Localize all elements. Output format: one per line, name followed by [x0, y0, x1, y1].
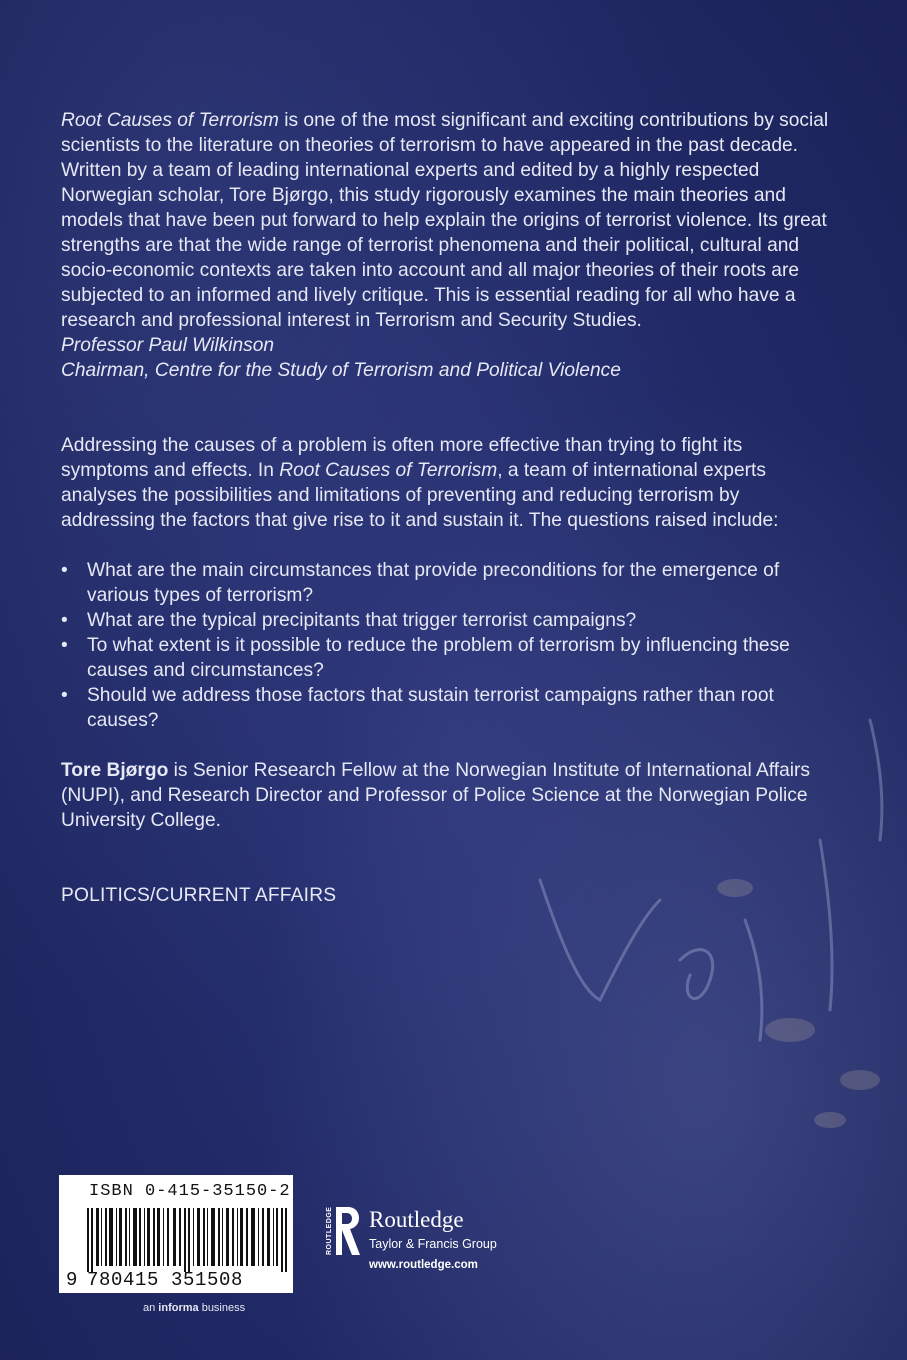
- informa-business-tag: [143, 1302, 245, 1314]
- intro-text-after: , a team of international experts analyses the possibilities and limitations of preventing and reducing terrorism by addressing the factors that give rise to it and sustain it. The questions raised include:: [61, 460, 779, 531]
- author-bio: [61, 758, 831, 833]
- category-label: POLITICS/CURRENT AFFAIRS: [61, 885, 337, 906]
- informa-prefix: an: [143, 1302, 159, 1314]
- isbn-label: ISBN 0-415-35150-2: [89, 1182, 291, 1201]
- isbn-barcode-box: [59, 1175, 293, 1293]
- attribution-name: Professor Paul Wilkinson: [61, 335, 275, 356]
- book-title-italic: Root Causes of Terrorism: [61, 110, 279, 131]
- back-cover-text: [61, 108, 831, 908]
- author-bio-text: is Senior Research Fellow at the Norwegian Institute of International Affairs (NUPI), and Research Director and Professor of Police Science at the Norwegian Police University College.: [61, 760, 811, 831]
- intro-book-title: Root Causes of Terrorism: [279, 460, 498, 481]
- quote-body: is one of the most significant and exciting contributions by social scientists to the literature on theories of terrorism to have appeared in the past decade. Written by a team of leading international experts and edited by a highly respected Norwegian scholar, Tore Bjørgo, this study rigorously examines the main theories and models that have been put forward to help explain the origins of terrorist violence. Its great strengths are that the wide range of terrorist phenomena and their political, cultural and socio-economic contexts are taken into account and all major theories of their roots are subjected to an informed and lively critique. This is essential reading for all who have a research and professional interest in Terrorism and Security Studies.: [61, 110, 829, 331]
- routledge-r-icon: [322, 1205, 362, 1257]
- quote-paragraph: [61, 108, 831, 333]
- routledge-vertical-wordmark: ROUTLEDGE: [326, 1206, 333, 1255]
- questions-list: [61, 558, 831, 733]
- list-item: • What are the typical precipitants that trigger terrorist campaigns?: [61, 608, 831, 633]
- informa-suffix: business: [198, 1302, 246, 1314]
- list-item: • To what extent is it possible to reduce the problem of terrorism by influencing these causes and circumstances?: [61, 633, 831, 683]
- publisher-group: Taylor & Francis Group: [369, 1237, 497, 1251]
- barcode-digits: 780415 351508: [87, 1269, 244, 1291]
- barcode-first-digit: 9: [66, 1269, 78, 1291]
- informa-brand: informa: [158, 1302, 199, 1314]
- list-item: • What are the main circumstances that provide preconditions for the emergence of various types of terrorism?: [61, 558, 831, 608]
- publisher-logo: [322, 1205, 542, 1275]
- barcode: [87, 1208, 287, 1272]
- description-intro: [61, 433, 831, 533]
- attribution-role: Chairman, Centre for the Study of Terrorism and Political Violence: [61, 360, 621, 381]
- author-name: Tore Bjørgo: [61, 760, 169, 781]
- list-item: • Should we address those factors that sustain terrorist campaigns rather than root causes?: [61, 683, 831, 733]
- endorsement-quote: [61, 108, 831, 383]
- publisher-name: Routledge: [369, 1207, 464, 1232]
- intro-text-before: Addressing the causes of a problem is often more effective than trying to fight its symptoms and effects. In: [61, 435, 743, 481]
- publisher-url[interactable]: www.routledge.com: [369, 1259, 478, 1271]
